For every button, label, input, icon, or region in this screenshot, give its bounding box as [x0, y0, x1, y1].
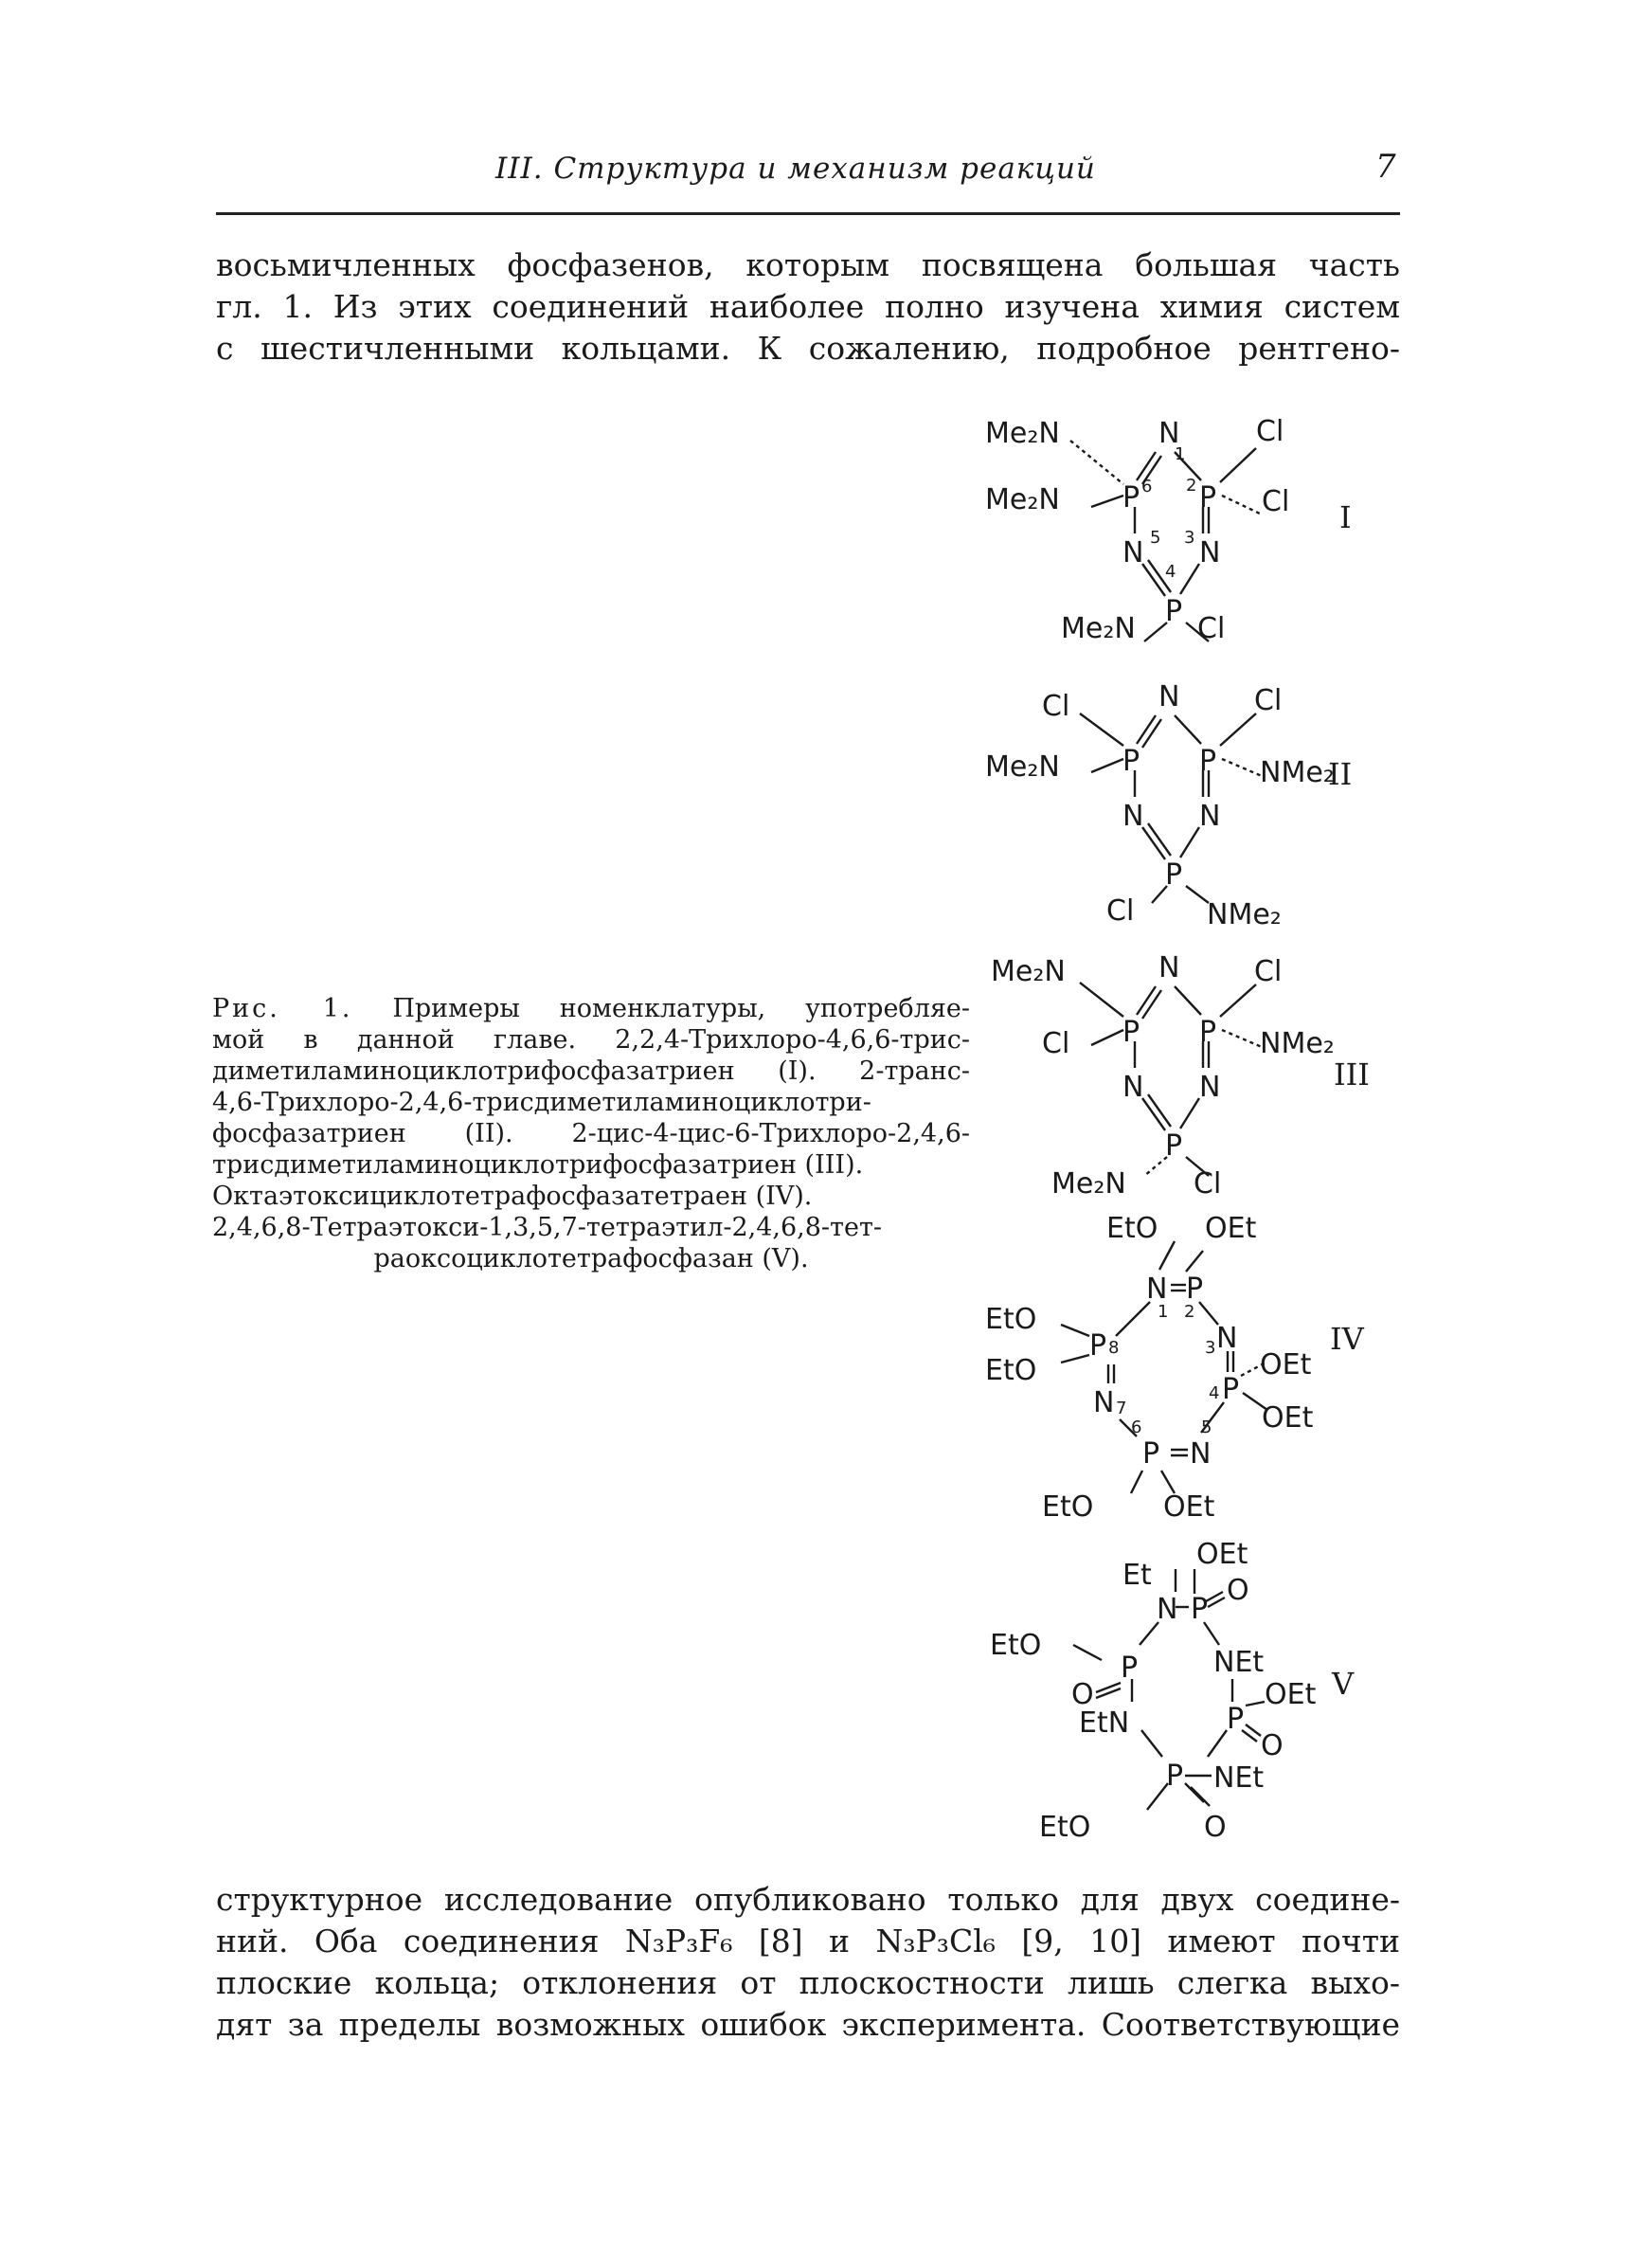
caption-prefix: Рис. 1. [212, 994, 353, 1023]
text-line: гл. 1. Из этих соединений наиболее полно изучена химия систем [216, 288, 1400, 325]
caption-text: Примеры номенклатуры, употребляе- [392, 994, 970, 1023]
bond-line [1070, 441, 1123, 484]
atom: EtO [985, 1303, 1037, 1336]
bond-line [1180, 564, 1199, 594]
bond-line [1144, 623, 1167, 641]
atom: P [1166, 1760, 1184, 1793]
structure-label: II [1328, 756, 1353, 792]
structure-III-drawing [985, 943, 1383, 1199]
ring-number: 6 [1141, 477, 1153, 497]
atom: N [1146, 1273, 1168, 1306]
bond-line [1137, 715, 1156, 744]
atom: EtO [1039, 1811, 1091, 1844]
atom: OEt [1163, 1490, 1215, 1524]
bond-line [1131, 1471, 1142, 1493]
atom: P [1191, 1593, 1209, 1626]
ring-number: 2 [1186, 476, 1197, 496]
structure-label: V [1332, 1666, 1355, 1702]
atom: P [1222, 1373, 1240, 1406]
running-title: III. Структура и механизм реакций [495, 152, 1096, 186]
ring-number: 2 [1184, 1302, 1195, 1322]
bond-line [1140, 1622, 1158, 1645]
bond-line [1180, 1098, 1199, 1128]
atom: Me₂N [985, 750, 1060, 784]
ring-number: 3 [1184, 528, 1195, 548]
caption-line: трисдиметиламиноциклотрифосфазатриен (III). [212, 1150, 864, 1180]
atom: N [1158, 680, 1180, 713]
atom: N [1199, 1071, 1221, 1104]
text-line: плоские кольца; отклонения от плоскостности лишь слегка выхо- [216, 1964, 1400, 2001]
atom: P [1165, 595, 1183, 628]
ring-number: 1 [1158, 1302, 1169, 1322]
ring-number: 6 [1131, 1417, 1142, 1437]
bond-line [1222, 759, 1262, 776]
structure-V-drawing [990, 1535, 1350, 1848]
atom: OEt [1205, 1212, 1257, 1245]
atom: Cl [1254, 955, 1283, 988]
structure-label: IV [1330, 1321, 1364, 1357]
ring-number: 5 [1201, 1417, 1212, 1437]
atom: Me₂N [1051, 1167, 1126, 1201]
bond-line [1246, 1702, 1265, 1706]
bond-line [1116, 1302, 1150, 1336]
bond-line [1073, 1645, 1102, 1660]
bond-line [1137, 986, 1156, 1015]
atom: OEt [1260, 1348, 1312, 1381]
bond-line [1159, 1241, 1175, 1270]
bond-line [1191, 1787, 1210, 1806]
atom: P [1165, 858, 1183, 892]
atom: O [1261, 1729, 1284, 1762]
atom: OEt [1265, 1678, 1317, 1711]
atom: Me₂N [1061, 612, 1136, 645]
atom: O [1071, 1678, 1094, 1711]
atom: Me₂N [991, 955, 1066, 988]
bond-line [1220, 713, 1256, 746]
atom: Cl [1042, 690, 1070, 723]
bond-line [1186, 886, 1209, 903]
structure-V [990, 1535, 1350, 1851]
atom: P [1122, 1016, 1140, 1049]
ring-number: 3 [1205, 1338, 1216, 1358]
atom: N [1216, 1322, 1238, 1355]
ring-number: 4 [1165, 562, 1176, 582]
bond-line [1091, 1030, 1123, 1045]
figure-caption [212, 993, 970, 1274]
atom: N [1190, 1437, 1212, 1471]
text-line: с шестичленными кольцами. К сожалению, подробное рентгено- [216, 330, 1400, 367]
caption-line: 2,4,6,8-Тетраэтокси-1,3,5,7-тетраэтил-2,4,6,8-тет- [212, 1213, 883, 1242]
atom: P [1199, 745, 1217, 778]
structure-II [985, 677, 1383, 932]
atom: Cl [1254, 684, 1283, 717]
atom: N [1157, 1593, 1178, 1626]
atom: P [1122, 745, 1140, 778]
ring-number: 5 [1150, 528, 1161, 548]
structure-label: III [1334, 1056, 1370, 1092]
ring-number: 4 [1209, 1383, 1220, 1403]
atom: P [1122, 481, 1140, 515]
atom: NMe₂ [1260, 756, 1335, 789]
ring-number: 1 [1175, 444, 1186, 464]
atom: NEt [1213, 1761, 1265, 1795]
atom: NEt [1213, 1646, 1265, 1679]
bond-line [1142, 990, 1161, 1019]
structure-IV [985, 1213, 1364, 1529]
bond-line [1208, 1730, 1227, 1757]
caption-line: мой в данной главе. 2,2,4-Трихлоро-4,6,6-трис- [212, 1025, 970, 1055]
bond-line [1185, 1783, 1204, 1802]
ring-number: 7 [1116, 1399, 1127, 1418]
atom: N [1122, 536, 1144, 569]
header-rule [216, 212, 1400, 215]
atom: N [1122, 1071, 1144, 1104]
bond-line [1061, 1355, 1089, 1363]
structure-label: I [1339, 499, 1352, 535]
atom: NMe₂ [1207, 898, 1282, 931]
text-line: структурное исследование опубликовано только для двух соедине- [216, 1881, 1400, 1918]
bond-line [1175, 986, 1201, 1015]
bond-line [1222, 496, 1262, 515]
caption-line: диметиламиноциклотрифосфазатриен (I). 2-транс- [212, 1056, 970, 1086]
atom: P [1121, 1652, 1139, 1685]
caption-line: раоксоциклотетрафосфазан (V). [373, 1244, 809, 1273]
ring-number: 8 [1108, 1338, 1120, 1358]
structure-IV-drawing [985, 1213, 1364, 1526]
bond-line [1141, 1730, 1162, 1757]
bond-line [1080, 713, 1123, 746]
atom: OEt [1262, 1401, 1314, 1435]
atom: N [1093, 1386, 1115, 1419]
atom: O [1227, 1574, 1249, 1607]
caption-line [212, 993, 970, 1024]
bond-line [1091, 759, 1123, 772]
atom: EtO [1106, 1212, 1158, 1245]
atom: N [1158, 951, 1180, 984]
bond-line [1144, 1157, 1167, 1176]
atom: P [1227, 1703, 1245, 1736]
paragraph-top [216, 244, 1400, 370]
structure-II-drawing [985, 677, 1383, 929]
atom: N [1199, 800, 1221, 833]
bond-line [1220, 984, 1256, 1017]
atom: EtO [990, 1629, 1042, 1662]
caption-line: 4,6-Трихлоро-2,4,6-трисдиметиламиноциклотри- [212, 1088, 871, 1117]
bond-line [1220, 448, 1256, 482]
structure-I-drawing [985, 393, 1383, 668]
atom: Cl [1042, 1027, 1070, 1060]
atom: O [1204, 1811, 1227, 1844]
bond-line [1186, 1251, 1203, 1272]
atom: P [1199, 481, 1217, 515]
atom: Cl [1194, 1167, 1222, 1201]
atom: EtO [985, 1354, 1037, 1387]
text-line: ний. Оба соединения N₃P₃F₆ [8] и N₃P₃Cl₆ [9, 10] имеют почти [216, 1923, 1400, 1959]
bond-line [1180, 827, 1199, 858]
atom: Cl [1197, 612, 1226, 645]
atom: Et [1122, 1559, 1152, 1592]
caption-line: Октаэтоксициклотетрафосфазатетраен (IV). [212, 1182, 813, 1211]
atom: P [1142, 1437, 1160, 1471]
atom: P [1165, 1129, 1183, 1163]
caption-line: фосфазатриен (II). 2-цис-4-цис-6-Трихлоро-2,4,6- [212, 1119, 970, 1148]
text-line: дят за пределы возможных ошибок эксперимента. Соответствующие [216, 2006, 1400, 2043]
bond-line [1142, 719, 1161, 748]
bond-line [1175, 715, 1201, 744]
structure-III [985, 943, 1383, 1202]
atom: Cl [1256, 415, 1284, 448]
atom: P [1199, 1016, 1217, 1049]
bond-line [1222, 1030, 1262, 1047]
bond-line [1080, 983, 1123, 1017]
structure-I [985, 393, 1383, 672]
atom: NMe₂ [1260, 1027, 1335, 1060]
atom: Me₂N [985, 417, 1060, 450]
atom: P [1089, 1329, 1107, 1363]
atom: N [1158, 417, 1180, 450]
atom: Me₂N [985, 483, 1060, 516]
atom: P [1186, 1273, 1204, 1306]
atom: EtO [1042, 1490, 1094, 1524]
atom: Cl [1106, 894, 1135, 928]
atom: EtN [1079, 1706, 1130, 1740]
page-number: 7 [1375, 148, 1396, 186]
atom: N [1122, 800, 1144, 833]
bond-line [1147, 1783, 1168, 1810]
bond-line [1061, 1325, 1089, 1336]
atom: Cl [1262, 485, 1290, 518]
atom: N [1199, 536, 1221, 569]
bond-line [1091, 496, 1123, 507]
text-line: восьмичленных фосфазенов, которым посвящена большая часть [216, 246, 1400, 283]
atom: OEt [1196, 1538, 1248, 1571]
paragraph-bottom [216, 1879, 1400, 2046]
